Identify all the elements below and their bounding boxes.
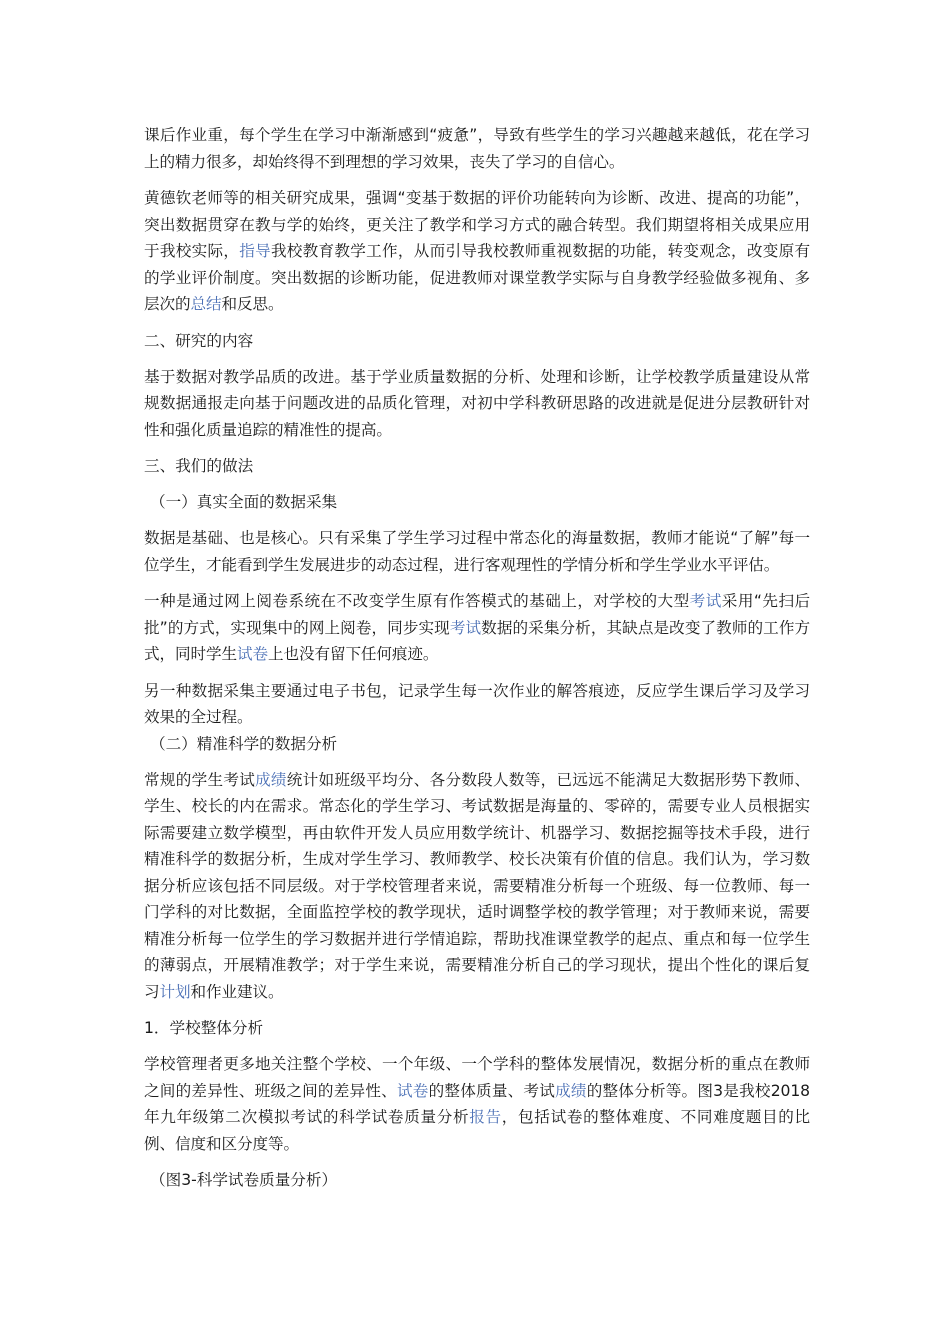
text-run: ，包括试卷的整体难度、不同难度题目的比例、信度和区分度等。 xyxy=(144,1108,810,1153)
paragraph-research-content: 基于数据对教学品质的改进。基于学业质量数据的分析、处理和诊断，让学校教学质量建设从常规数据通报走向基于问题改进的品质化管理，对初中学科教研思路的改进就是促进分层教研针对性和强化质量追踪的精准性的提高。 xyxy=(144,367,810,439)
heading-data-analysis: （二）精准科学的数据分析 xyxy=(150,734,338,753)
text-run: 采用“先扫后批”的方式，实现集中的网上阅卷，同步实现 xyxy=(144,592,810,637)
text-run: 黄德钦老师等的相关研究成果，强调“变基于数据的评价功能转向为诊断、改进、提高的功能”，突出数据贯穿在教与学的始终，更关注了教学和学习方式的融合转型。我们期望将相关成果应用于我校实际， xyxy=(144,189,810,260)
paragraph-homework-burden: 课后作业重，每个学生在学习中渐渐感到“疲惫”，导致有些学生的学习兴趣越来越低，花在学习上的精力很多，却始终得不到理想的学习效果，丧失了学习的自信心。 xyxy=(144,126,810,171)
link-summary[interactable]: 总结 xyxy=(190,295,222,313)
text-run: 我校教育教学工作，从而引导我校教师重视数据的功能，转变观念，改变原有的学业评价制度。突出数据的诊断功能，促进教师对课堂教学实际与自身教学经验做多视角、多层次的 xyxy=(144,242,810,313)
text-run: 上也没有留下任何痕迹。 xyxy=(267,645,439,663)
paragraph-school-analysis xyxy=(144,1051,810,1157)
document-body xyxy=(144,122,810,1203)
text-run: 常规的学生考试 xyxy=(144,770,256,789)
link-exam-2[interactable]: 考试 xyxy=(449,618,482,637)
link-test-paper[interactable]: 试卷 xyxy=(236,645,268,663)
paragraph-research-background xyxy=(144,185,810,318)
text-run: 一种是通过网上阅卷系统在不改变学生原有作答模式的基础上，对学校的大型 xyxy=(144,592,690,610)
paragraph-data-analysis xyxy=(144,767,810,1006)
heading-school-analysis: 1．学校整体分析 xyxy=(144,1019,264,1037)
heading-data-collection: （一）真实全面的数据采集 xyxy=(150,493,338,511)
text-run: 统计如班级平均分、各分数段人数等，已远远不能满足大数据形势下教师、学生、校长的内在需求。常态化的学生学习、考试数据是海量的、零碎的，需要专业人员根据实际需要建立数学模型，再由软件开发人员应用数学统计、机器学习、数据挖掘等技术手段，进行精准科学的数据分析，生成对学生学习、教师教学、校长决策有价值的信息。我们认为，学习数据分析应该包括不同层级。对于学校管理者来说，需要精准分析每一个班级、每一位教师、每一门学科的对比数据，全面监控学校的教学现状，适时调整学校的教学管理；对于教师来说，需要精准分析每一位学生的学习数据并进行学情追踪，帮助找准课堂教学的起点、重点和每一位学生的薄弱点，开展精准教学；对于学生来说，需要精准分析自己的学习现状，提出个性化的课后复习 xyxy=(144,770,810,1001)
link-test-paper-2[interactable]: 试卷 xyxy=(396,1081,429,1100)
figure-caption: （图3-科学试卷质量分析） xyxy=(150,1171,338,1189)
text-run: 和作业建议。 xyxy=(190,982,284,1001)
text-run: 学校管理者更多地关注整个学校、一个年级、一个学科的整体发展情况，数据分析的重点在教师之间的差异性、班级之间的差异性、 xyxy=(144,1055,810,1100)
link-guide[interactable]: 指导 xyxy=(239,242,271,260)
link-exam[interactable]: 考试 xyxy=(689,592,722,610)
text-run: 和反思。 xyxy=(221,295,284,313)
heading-research-content: 二、研究的内容 xyxy=(144,331,254,350)
paragraph-e-schoolbag: 另一种数据采集主要通过电子书包，记录学生每一次作业的解答痕迹，反应学生课后学习及学习效果的全过程。 xyxy=(144,681,810,726)
text-run: 的整体分析等。图3是我校2018年九年级第二次模拟考试的科学试卷质量分析 xyxy=(144,1081,811,1126)
link-score[interactable]: 成绩 xyxy=(255,770,287,789)
text-run: 数据的采集分析，其缺点是改变了教师的工作方式，同时学生 xyxy=(144,618,810,663)
text-run: 的整体质量、考试 xyxy=(428,1081,556,1100)
link-plan[interactable]: 计划 xyxy=(159,982,191,1001)
link-score-2[interactable]: 成绩 xyxy=(555,1081,587,1100)
paragraph-online-marking xyxy=(144,588,810,668)
paragraph-data-core: 数据是基础、也是核心。只有采集了学生学习过程中常态化的海量数据，教师才能说“了解”每一位学生，才能看到学生发展进步的动态过程，进行客观理性的学情分析和学生学业水平评估。 xyxy=(144,529,810,574)
link-report[interactable]: 报告 xyxy=(469,1108,502,1126)
heading-our-approach: 三、我们的做法 xyxy=(144,457,254,475)
